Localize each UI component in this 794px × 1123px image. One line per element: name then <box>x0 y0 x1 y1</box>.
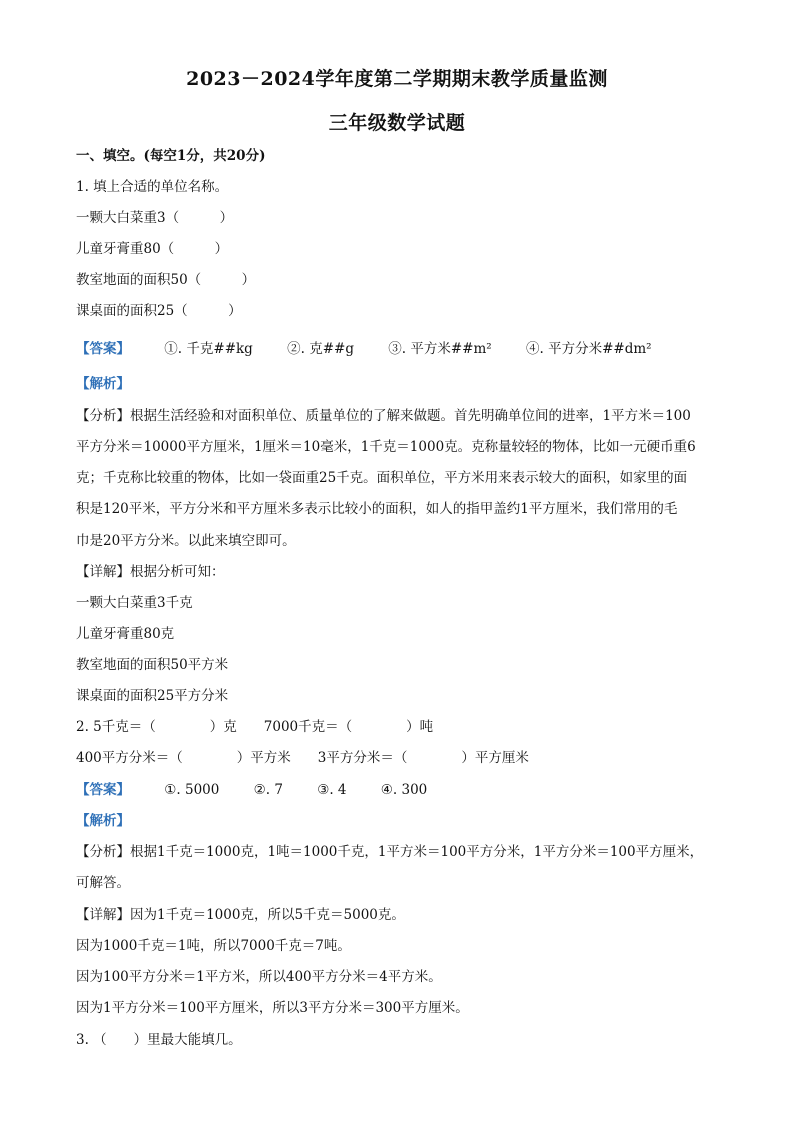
page-title: 2023－2024学年度第二学期期末教学质量监测 <box>186 68 608 90</box>
answer-item: ②. 7 <box>253 782 283 798</box>
answer-item: ①. 千克##kg <box>164 341 253 357</box>
q1-detail-line: 课桌面的面积25平方分米 <box>76 688 229 704</box>
q1-analysis-line: 克；千克称比较重的物体，比如一袋面重25千克。面积单位，平方米用来表示较大的面积，如家里的面 <box>76 470 688 486</box>
q1-analysis-line: 积是120平米，平方分米和平方厘米多表示比较小的面积，如人的指甲盖约1平方厘米，我们常用的毛 <box>76 501 678 517</box>
q1-item: 一颗大白菜重3（ ） <box>76 210 234 226</box>
q1-analysis-line: 平方分米＝10000平方厘米，1厘米＝10毫米，1千克＝1000克。克称量较轻的物体，比如一元硬币重6 <box>76 439 696 455</box>
q1-analysis-line: 【分析】根据生活经验和对面积单位、质量单位的了解来做题。首先明确单位间的进率，1平方米＝100 <box>76 408 691 424</box>
answer-item: ②. 克##g <box>287 341 354 357</box>
q1-item: 教室地面的面积50（ ） <box>76 272 256 288</box>
analysis-label: 【解析】 <box>76 376 130 392</box>
q2-answer-row <box>76 781 756 799</box>
q1-detail-line: 儿童牙膏重80克 <box>76 626 175 642</box>
q3-prompt: 3. （ ）里最大能填几。 <box>76 1032 242 1048</box>
answer-label: 【答案】 <box>76 341 130 357</box>
q2-analysis-line: 可解答。 <box>76 875 130 891</box>
page-subtitle: 三年级数学试题 <box>328 112 466 134</box>
q1-detail-line: 【详解】根据分析可知： <box>76 564 225 580</box>
q1-analysis-line: 巾是20平方分米。以此来填空即可。 <box>76 533 296 549</box>
q2-line: 400平方分米＝（ ）平方米 3平方分米＝（ ）平方厘米 <box>76 750 529 766</box>
answer-item: ③. 4 <box>317 782 347 798</box>
answer-item: ①. 5000 <box>164 782 220 798</box>
answer-item: ④. 300 <box>380 782 428 798</box>
q1-item: 儿童牙膏重80（ ） <box>76 241 229 257</box>
q2-detail-line: 【详解】因为1千克＝1000克，所以5千克＝5000克。 <box>76 907 405 923</box>
q1-answer-row <box>76 340 756 358</box>
answer-item: ③. 平方米##m² <box>388 341 492 357</box>
q2-analysis-line: 【分析】根据1千克＝1000克，1吨＝1000千克，1平方米＝100平方分米，1平方分米＝100平方厘米， <box>76 844 704 860</box>
q2-detail-line: 因为100平方分米＝1平方米，所以400平方分米＝4平方米。 <box>76 969 442 985</box>
analysis-label: 【解析】 <box>76 813 130 829</box>
q2-detail-line: 因为1平方分米＝100平方厘米，所以3平方分米＝300平方厘米。 <box>76 1000 469 1016</box>
q1-item: 课桌面的面积25（ ） <box>76 303 242 319</box>
answer-label: 【答案】 <box>76 782 130 798</box>
q2-line: 2. 5千克＝（ ）克 7000千克＝（ ）吨 <box>76 719 434 735</box>
q1-detail-line: 一颗大白菜重3千克 <box>76 595 193 611</box>
answer-item: ④. 平方分米##dm² <box>526 341 652 357</box>
section-heading: 一、填空。(每空1分，共20分) <box>76 148 266 164</box>
q1-detail-line: 教室地面的面积50平方米 <box>76 657 229 673</box>
q2-detail-line: 因为1000千克＝1吨，所以7000千克＝7吨。 <box>76 938 351 954</box>
q1-prompt: 1. 填上合适的单位名称。 <box>76 179 229 195</box>
